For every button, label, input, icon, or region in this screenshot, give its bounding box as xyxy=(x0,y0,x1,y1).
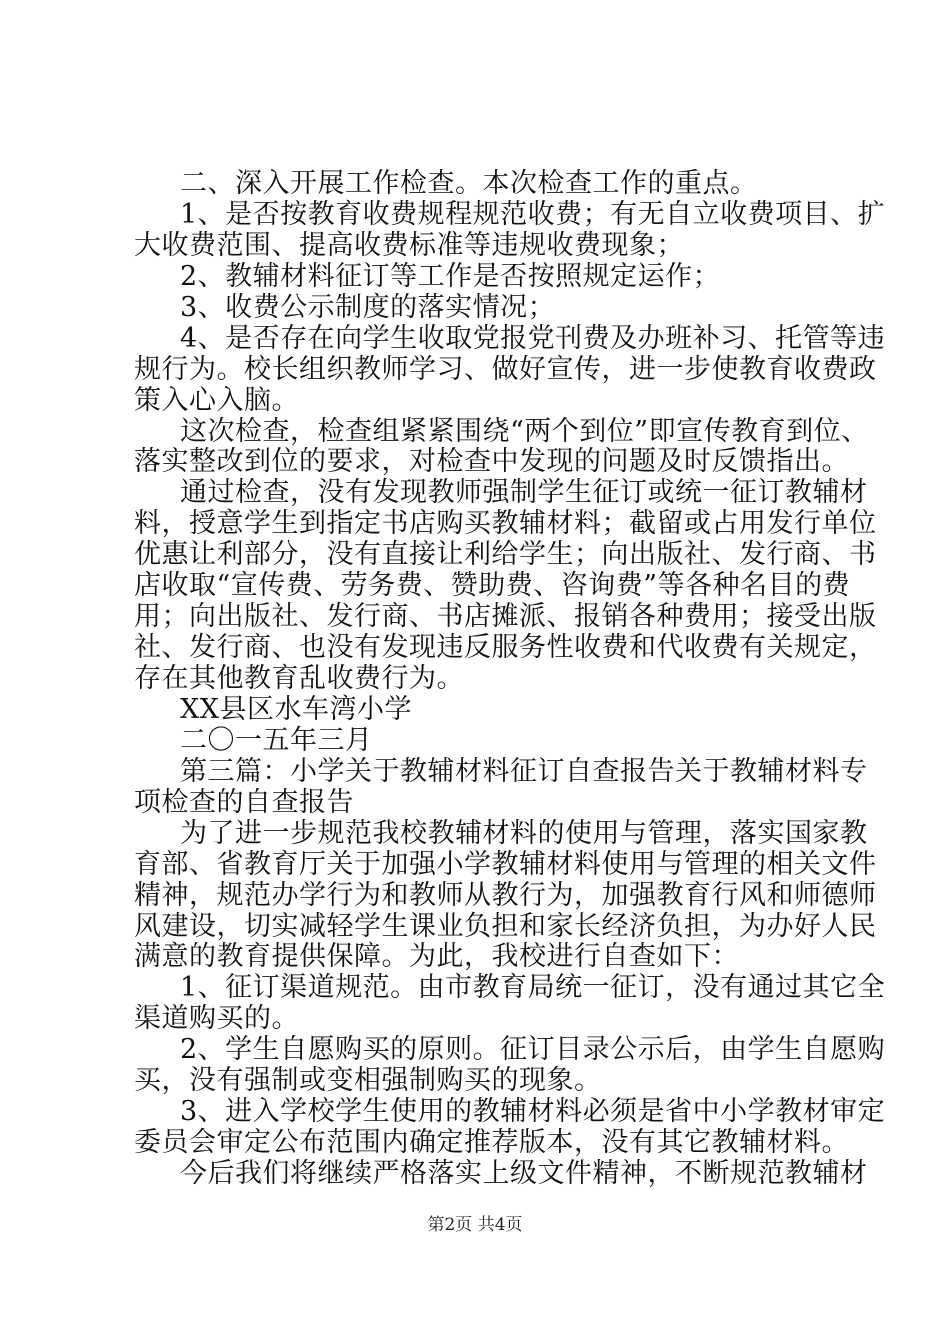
section-heading: 项检查的自查报告 xyxy=(134,786,354,818)
paragraph-line: 落实整改到位的要求，对检查中发现的问题及时反馈指出。 xyxy=(134,446,849,478)
paragraph-line: 风建设，切实减轻学生课业负担和家长经济负担，为办好人民 xyxy=(134,910,877,942)
paragraph-line: 渠道购买的。 xyxy=(134,1003,299,1035)
paragraph-line: 今后我们将继续严格落实上级文件精神，不断规范教辅材 xyxy=(180,1158,868,1189)
paragraph-line: 3、收费公示制度的落实情况； xyxy=(180,291,556,323)
paragraph-line: 精神，规范办学行为和教师从教行为，加强教育行风和师德师 xyxy=(134,879,877,911)
signature-date: 二〇一五年三月 xyxy=(180,724,373,756)
paragraph-line: 育部、省教育厅关于加强小学教辅材料使用与管理的相关文件 xyxy=(134,848,877,880)
paragraph-line: 为了进一步规范我校教辅材料的使用与管理，落实国家教 xyxy=(180,817,868,849)
paragraph-line: 通过检查，没有发现教师强制学生征订或统一征订教辅材 xyxy=(180,477,868,509)
paragraph-line: 2、教辅材料征订等工作是否按照规定运作； xyxy=(180,260,721,292)
paragraph-line: 策入心入脑。 xyxy=(134,384,299,416)
section-heading: 第三篇：小学关于教辅材料征订自查报告关于教辅材料专 xyxy=(180,755,868,787)
paragraph-line: 买，没有强制或变相强制购买的现象。 xyxy=(134,1065,602,1097)
paragraph-line: 优惠让利部分，没有直接让利给学生；向出版社、发行商、书 xyxy=(134,539,877,571)
page-number-footer: 第2页 共4页 xyxy=(427,1215,523,1235)
paragraph-line: 用；向出版社、发行商、书店摊派、报销各种费用；接受出版 xyxy=(134,601,877,633)
paragraph-line: 4、是否存在向学生收取党报党刊费及办班补习、托管等违 xyxy=(180,322,886,354)
paragraph-line: 存在其他教育乱收费行为。 xyxy=(134,663,464,694)
paragraph-line: 社、发行商、也没有发现违反服务性收费和代收费有关规定， xyxy=(134,632,877,664)
signature-school: XX县区水车湾小学 xyxy=(180,693,412,725)
paragraph-line: 规行为。校长组织教师学习、做好宣传，进一步使教育收费政 xyxy=(134,353,877,385)
paragraph-line: 店收取“宣传费、劳务费、赞助费、咨询费”等各种名目的费 xyxy=(134,570,851,602)
paragraph-line: 二、深入开展工作检查。本次检查工作的重点。 xyxy=(180,168,758,199)
paragraph-line: 1、是否按教育收费规程规范收费；有无自立收费项目、扩 xyxy=(180,198,886,230)
paragraph-line: 2、学生自愿购买的原则。征订目录公示后，由学生自愿购 xyxy=(180,1034,886,1066)
paragraph-line: 满意的教育提供保障。为此，我校进行自查如下： xyxy=(134,941,739,973)
paragraph-line: 这次检查，检查组紧紧围绕“两个到位”即宣传教育到位、 xyxy=(180,415,869,447)
paragraph-line: 大收费范围、提高收费标准等违规收费现象； xyxy=(134,229,684,261)
paragraph-line: 料，授意学生到指定书店购买教辅材料；截留或占用发行单位 xyxy=(134,508,877,540)
paragraph-line: 1、征订渠道规范。由市教育局统一征订，没有通过其它全 xyxy=(180,972,886,1004)
paragraph-line: 委员会审定公布范围内确定推荐版本，没有其它教辅材料。 xyxy=(134,1127,849,1159)
paragraph-line: 3、进入学校学生使用的教辅材料必须是省中小学教材审定 xyxy=(180,1096,886,1128)
